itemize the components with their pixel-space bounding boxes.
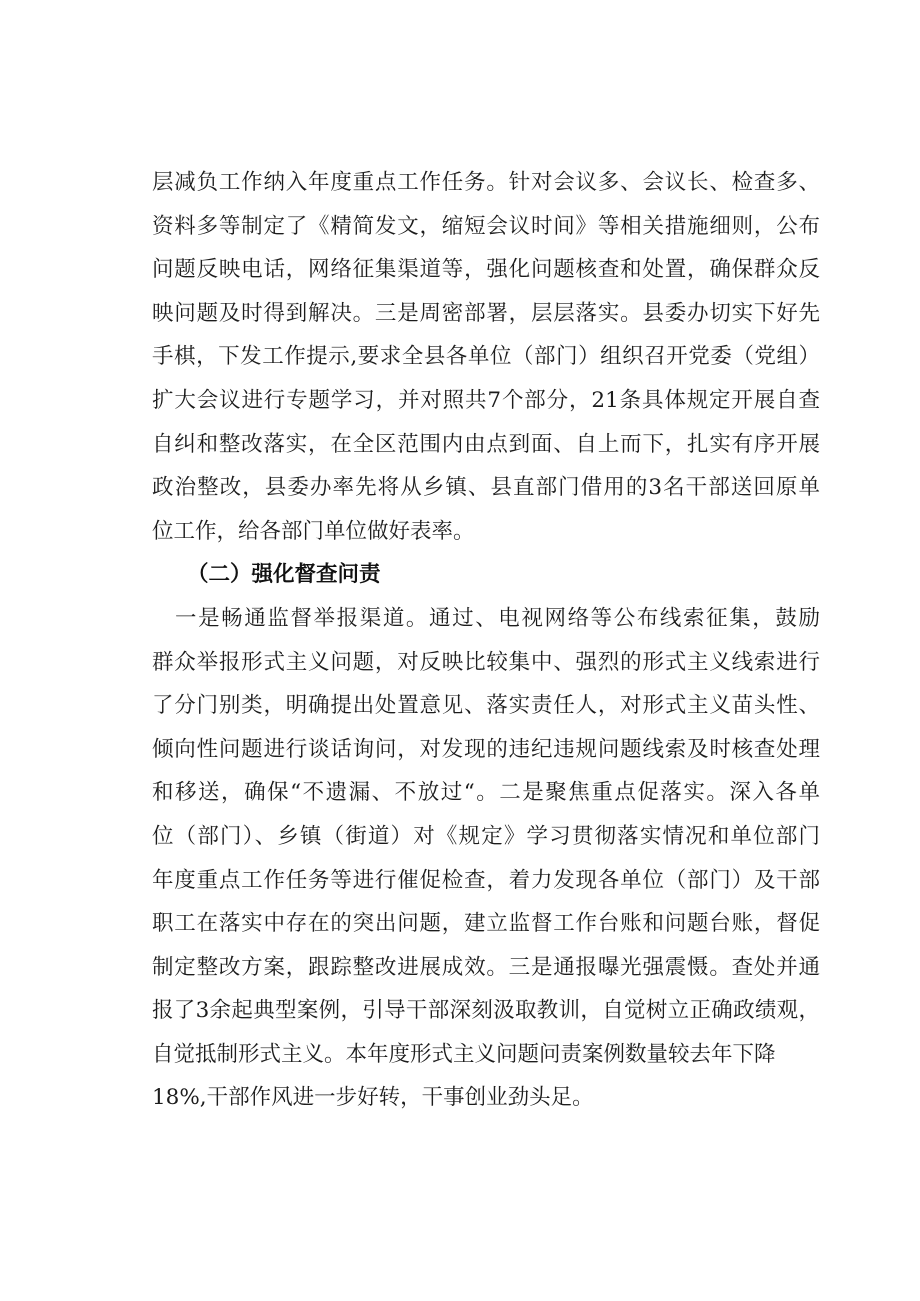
text-line: 扩大会议进行专题学习，并对照共7个部分，21条具体规定开展自查: [152, 387, 820, 413]
paragraph-continuation: [152, 161, 820, 553]
text-line: 自纠和整改落实，在全区范围内由点到面、自上而下，扎实有序开展: [152, 431, 820, 457]
text-line: 映问题及时得到解决。三是周密部署，层层落实。县委办切实下好先: [152, 300, 820, 326]
text-line-last: 位工作，给各部门单位做好表率。: [152, 518, 475, 544]
text-line: 自觉抵制形式主义。本年度形式主义问题问责案例数量较去年下降: [152, 1041, 776, 1067]
text-line: 职工在落实中存在的突出问题，建立监督工作台账和问题台账，督促: [152, 911, 820, 937]
text-line: 倾向性问题进行谈话询问，对发现的违纪违规问题线索及时核查处理: [152, 736, 820, 762]
text-line: 年度重点工作任务等进行催促检查，着力发现各单位（部门）及干部: [152, 867, 820, 893]
text-line: 了分门别类，明确提出处置意见、落实责任人，对形式主义苗头性、: [152, 693, 820, 719]
text-line: 位（部门）、乡镇（街道）对《规定》学习贯彻落实情况和单位部门: [152, 823, 820, 849]
text-line: 政治整改，县委办率先将从乡镇、县直部门借用的3名干部送回原单: [152, 475, 820, 501]
section-heading: （二）强化督查问责: [187, 562, 381, 588]
text-line-last: 18%,干部作风进一步好转，干事创业劲头足。: [152, 1085, 594, 1111]
text-line: 群众举报形式主义问题，对反映比较集中、强烈的形式主义线索进行: [152, 649, 820, 675]
text-line: 层减负工作纳入年度重点工作任务。针对会议多、会议长、检查多、: [152, 170, 820, 195]
text-line-first: 一是畅通监督举报渠道。通过、电视网络等公布线索征集，鼓励: [175, 605, 820, 631]
paragraph-supervision: [152, 597, 820, 1120]
text-line: 制定整改方案，跟踪整改进展成效。三是通报曝光强震慑。查处并通: [152, 954, 820, 980]
document-body: [152, 161, 820, 1120]
text-line: 和移送，确保“不遗漏、不放过“。二是聚焦重点促落实。深入各单: [152, 780, 820, 806]
text-line: 手棋，下发工作提示,要求全县各单位（部门）组织召开党委（党组）: [152, 344, 820, 370]
text-line: 问题反映电话，网络征集渠道等，强化问题核查和处置，确保群众反: [152, 257, 820, 283]
text-line: 资料多等制定了《精简发文，缩短会议时间》等相关措施细则，公布: [152, 213, 820, 239]
text-line: 报了3余起典型案例，引导干部深刻汲取教训，自觉树立正确政绩观，: [152, 998, 820, 1024]
